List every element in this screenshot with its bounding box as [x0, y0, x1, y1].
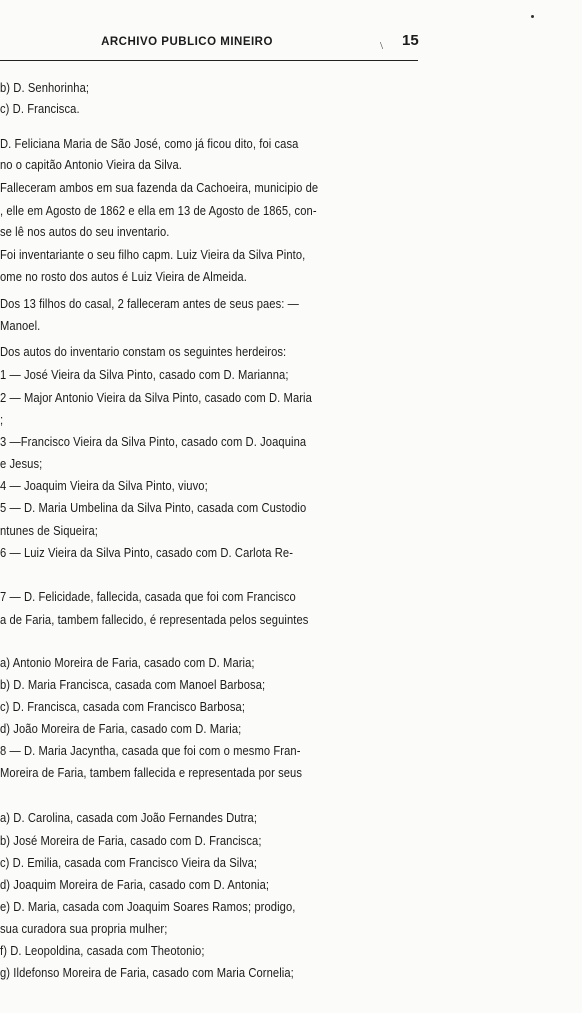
text-line: ome no rosto dos autos é Luiz Vieira de Almeida.: [0, 269, 247, 284]
text-line: Dos 13 filhos do casal, 2 falleceram antes de seus paes: —: [0, 296, 299, 311]
text-line: b) D. Senhorinha;: [0, 80, 90, 95]
text-line: b) D. Maria Francisca, casada com Manoel Barbosa;: [0, 677, 266, 692]
speck: [531, 15, 534, 18]
text-line: ntunes de Siqueira;: [0, 523, 98, 538]
page-number: 15: [402, 32, 419, 49]
text-line: d) João Moreira de Faria, casado com D. Maria;: [0, 721, 242, 736]
text-line: e) D. Maria, casada com Joaquim Soares Ramos; prodigo,: [0, 899, 296, 914]
text-line: b) José Moreira de Faria, casado com D. Francisca;: [0, 833, 262, 848]
text-line: 5 — D. Maria Umbelina da Silva Pinto, casada com Custodio: [0, 500, 307, 515]
text-line: e Jesus;: [0, 456, 43, 471]
text-line: 3 —Francisco Vieira da Silva Pinto, casado com D. Joaquina: [0, 434, 307, 449]
text-line: Dos autos do inventario constam os seguintes herdeiros:: [0, 344, 287, 359]
text-line: Manoel.: [0, 318, 41, 333]
text-line: Foi inventariante o seu filho capm. Luiz Vieira da Silva Pinto,: [0, 247, 306, 262]
text-line: g) Ildefonso Moreira de Faria, casado com Maria Cornelia;: [0, 965, 294, 980]
text-line: D. Feliciana Maria de São José, como já ficou dito, foi casa: [0, 136, 299, 151]
text-line: Falleceram ambos em sua fazenda da Cachoeira, municipio de: [0, 180, 319, 195]
text-line: a) D. Carolina, casada com João Fernandes Dutra;: [0, 810, 258, 825]
text-line: Moreira de Faria, tambem fallecida e representada por seus: [0, 765, 303, 780]
text-line: a de Faria, tambem fallecido, é representada pelos seguintes: [0, 612, 309, 627]
text-line: se lê nos autos do seu inventario.: [0, 224, 170, 239]
text-line: c) D. Francisca, casada com Francisco Barbosa;: [0, 699, 246, 714]
text-line: d) Joaquim Moreira de Faria, casado com D. Antonia;: [0, 877, 270, 892]
running-title: ARCHIVO PUBLICO MINEIRO: [101, 36, 273, 48]
text-line: a) Antonio Moreira de Faria, casado com D. Maria;: [0, 655, 255, 670]
text-line: 2 — Major Antonio Vieira da Silva Pinto, casado com D. Maria: [0, 390, 312, 405]
text-line: ;: [0, 412, 4, 427]
text-line: 1 — José Vieira da Silva Pinto, casado com D. Marianna;: [0, 367, 289, 382]
text-line: c) D. Emilia, casada com Francisco Vieira da Silva;: [0, 855, 258, 870]
text-line: f) D. Leopoldina, casada com Theotonio;: [0, 943, 205, 958]
header-rule: [0, 60, 418, 61]
text-line: 8 — D. Maria Jacyntha, casada que foi com o mesmo Fran-: [0, 743, 301, 758]
text-line: 7 — D. Felicidade, fallecida, casada que foi com Francisco: [0, 589, 296, 604]
text-line: c) D. Francisca.: [0, 101, 80, 116]
text-line: 6 — Luiz Vieira da Silva Pinto, casado com D. Carlota Re-: [0, 545, 294, 560]
text-line: sua curadora sua propria mulher;: [0, 921, 168, 936]
print-mark: \: [380, 40, 384, 52]
text-line: , elle em Agosto de 1862 e ella em 13 de Agosto de 1865, con-: [0, 203, 317, 218]
text-line: 4 — Joaquim Vieira da Silva Pinto, viuvo;: [0, 478, 208, 493]
text-line: no o capitão Antonio Vieira da Silva.: [0, 157, 182, 172]
